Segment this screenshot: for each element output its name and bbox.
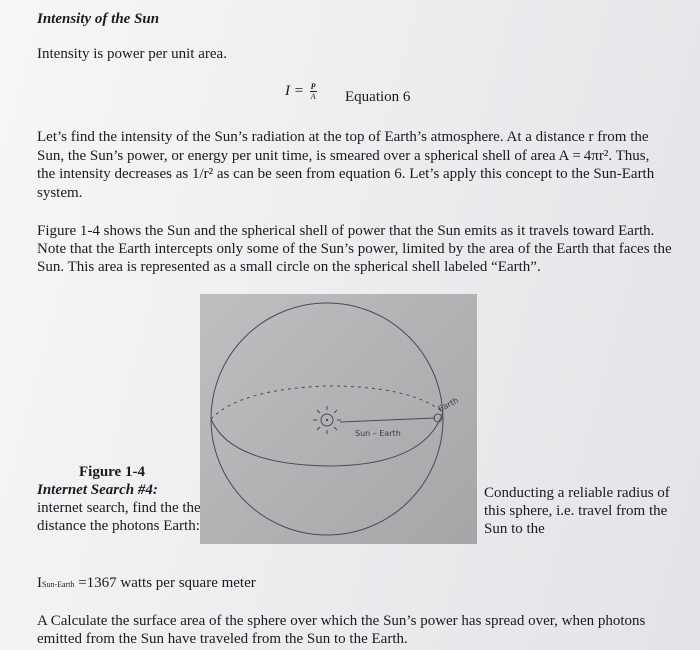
intensity-symbol: I <box>37 575 42 591</box>
question-a: A Calculate the surface area of the sphere over which the Sun’s power has spread over, when photons emitted from the Sun have traveled from the Sun to the Earth. <box>37 613 646 647</box>
internet-search-right-text: Conducting a reliable radius of this sphere, i.e. travel from the Sun to the <box>484 485 670 537</box>
intensity-value: =1367 watts per square meter <box>74 575 256 591</box>
figure-caption: Figure 1-4 <box>79 464 145 480</box>
sketch-label-earth: Earth <box>436 395 460 414</box>
internet-search-heading: Internet Search #4: <box>37 482 158 498</box>
internet-search-left-text: internet search, find the the distance the photons Earth: <box>37 500 201 534</box>
equation-numerator: P <box>310 82 316 92</box>
paragraph-figure-description: Figure 1-4 shows the Sun and the spherical shell of power that the Sun emits as it travels toward Earth. Note that the Earth intercepts only some of the Sun’s power, limited by the area of the Earth that faces the Sun. This area is represented as a small circle on the spherical shell labeled “Earth”. <box>37 223 672 275</box>
equation-denominator: A <box>310 92 316 102</box>
equation-equals: = <box>293 83 304 99</box>
intensity-subscript: Sun-Earth <box>42 580 75 589</box>
section-title: Intensity of the Sun <box>37 11 160 27</box>
intensity-value-line <box>37 574 256 594</box>
figure-1-4-sketch <box>200 294 477 544</box>
sun-earth-sketch <box>200 294 477 544</box>
equation-fraction <box>310 82 317 101</box>
equation-6 <box>285 82 317 101</box>
intro-sentence: Intensity is power per unit area. <box>37 46 227 62</box>
equation-label: Equation 6 <box>345 89 411 105</box>
paragraph-intensity: Let’s find the intensity of the Sun’s radiation at the top of Earth’s atmosphere. At a distance r from the Sun, the Sun’s power, or energy per unit time, is smeared over a spherical shell of area A = 4πr². Thus, the intensity decreases as 1/r² as can be seen from equation 6. Let’s apply this concept to the Sun-Earth system. <box>37 129 655 201</box>
equation-lhs: I <box>285 83 290 99</box>
sun-icon <box>313 406 341 434</box>
sketch-label-sun-earth: Sun – Earth <box>355 429 401 438</box>
sun-earth-line <box>340 418 435 422</box>
